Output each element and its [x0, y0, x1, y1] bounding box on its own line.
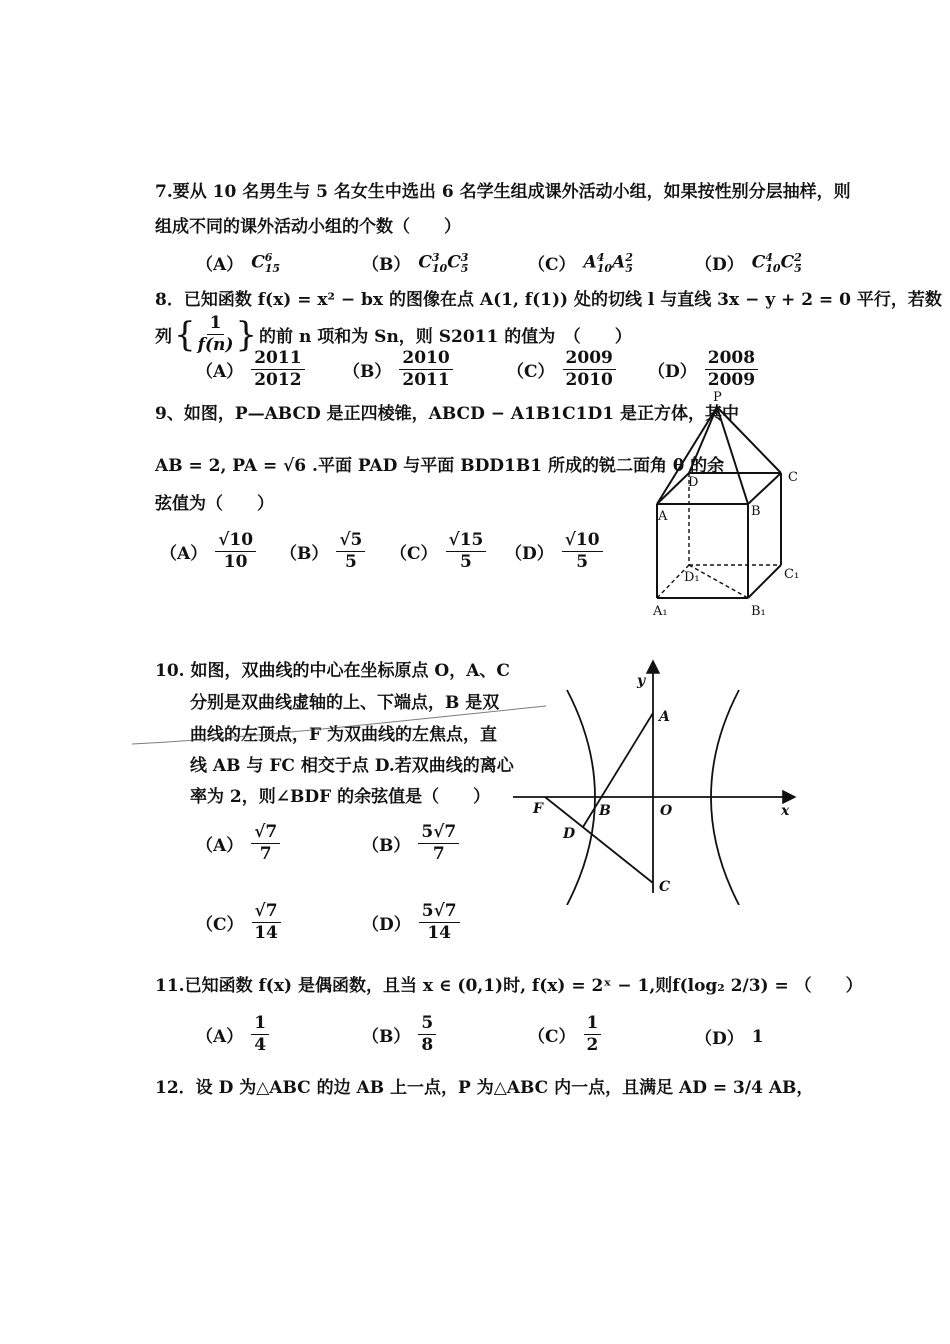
q10-label-b: B [599, 803, 611, 819]
q9-label-p: P [713, 390, 722, 405]
q9-label-c: C [788, 470, 798, 485]
q10-label-f: F [533, 801, 543, 817]
q10-label-c: C [659, 879, 671, 895]
q9-pyramid-cube-figure [640, 385, 810, 625]
q9-option-b: （B） $\frac{√5}{5}$ [280, 531, 365, 572]
q8-option-d: （D） $\frac{2008}{2009}$ [648, 349, 758, 390]
q10-option-c: （C） $\frac{√7}{14}$ [196, 902, 281, 943]
q12-line1: 12．设 D 为△ABC 的边 AB 上一点，P 为△ABC 内一点，且满足 AD = 3/4 AB， [155, 1078, 814, 1098]
q9-line2: AB = 2, PA = √6 .平面 PAD 与平面 BDD1B1 所成的锐二面角 θ 的余 [155, 456, 725, 476]
q11-line1: 11.已知函数 f(x) 是偶函数，且当 x ∈ (0,1)时, f(x) = 2ˣ − 1,则f(log₂ 2/3) = （ ） [155, 976, 863, 996]
q10-option-a: （A） $\frac{√7}{7}$ [196, 823, 280, 864]
scan-scratch-mark [130, 700, 550, 750]
q10-option-d: （D） $\frac{5√7}{14}$ [362, 902, 460, 943]
q10-option-b: （B） $\frac{5√7}{7}$ [362, 823, 459, 864]
q8-option-b: （B） $\frac{2010}{2011}$ [343, 349, 453, 390]
q10-line2: 分别是双曲线虚轴的上、下端点，B 是双 [190, 693, 500, 713]
q9-line1: 9、如图，P—ABCD 是正四棱锥，ABCD − A1B1C1D1 是正方体，其中 [155, 404, 739, 424]
q7-option-c: （C） A 4 10 A 2 5 [528, 250, 633, 275]
q9-option-c: （C） $\frac{√15}{5}$ [390, 531, 486, 572]
q10-hyperbola-figure [505, 655, 805, 905]
q10-line5: 率为 2，则∠BDF 的余弦值是（ ） [190, 787, 491, 807]
q8-option-c: （C） $\frac{2009}{2010}$ [507, 349, 616, 390]
q10-line4: 线 AB 与 FC 相交于点 D.若双曲线的离心 [190, 756, 514, 776]
q11-option-a: （A） $\frac{1}{4}$ [196, 1014, 269, 1055]
q8-line2: 列 { $\frac{1}{f(n)}$ } 的前 n 项和为 Sn，则 S2011 的值为 （ ） [155, 313, 632, 355]
q9-label-b1: B₁ [751, 604, 766, 619]
q11-option-d: （D） 1 [695, 1026, 764, 1049]
q8-option-a: （A） $\frac{2011}{2012}$ [196, 349, 305, 390]
q7-option-b: （B） C 3 10 C 3 5 [362, 250, 469, 275]
q7-option-a: （A） C 6 15 [196, 250, 281, 275]
q7-line2: 组成不同的课外活动小组的个数（ ） [155, 217, 461, 237]
q8-line1: 8．已知函数 f(x) = x² − bx 的图像在点 A(1, f(1)) 处的切线 l 与直线 3x − y + 2 = 0 平行，若数 [155, 290, 942, 310]
q9-option-d: （D） $\frac{√10}{5}$ [505, 531, 603, 572]
q11-option-c: （C） $\frac{1}{2}$ [528, 1014, 601, 1055]
q9-label-b: B [751, 504, 761, 519]
q9-label-c1: C₁ [784, 567, 800, 582]
q9-label-d: D [688, 475, 699, 490]
q10-line3: 曲线的左顶点，F 为双曲线的左焦点，直 [190, 725, 497, 745]
q10-label-y: y [637, 673, 646, 689]
q10-line1: 10. 如图，双曲线的中心在坐标原点 O，A、C [155, 661, 510, 681]
q11-option-b: （B） $\frac{5}{8}$ [362, 1014, 436, 1055]
q10-label-x: x [781, 803, 790, 819]
q7-option-d: （D） C 4 10 C 2 5 [695, 250, 802, 275]
q9-label-a1: A₁ [653, 604, 668, 619]
q9-label-a: A [658, 509, 668, 524]
q10-label-o: O [660, 803, 673, 819]
q10-label-d: D [563, 826, 576, 842]
q7-line1: 7.要从 10 名男生与 5 名女生中选出 6 名学生组成课外活动小组，如果按性别分层抽样，则 [155, 182, 851, 202]
q9-label-d1: D₁ [684, 570, 700, 585]
q9-option-a: （A） $\frac{√10}{10}$ [160, 531, 256, 572]
q9-line3: 弦值为（ ） [155, 494, 274, 514]
q10-label-a: A [659, 709, 670, 725]
